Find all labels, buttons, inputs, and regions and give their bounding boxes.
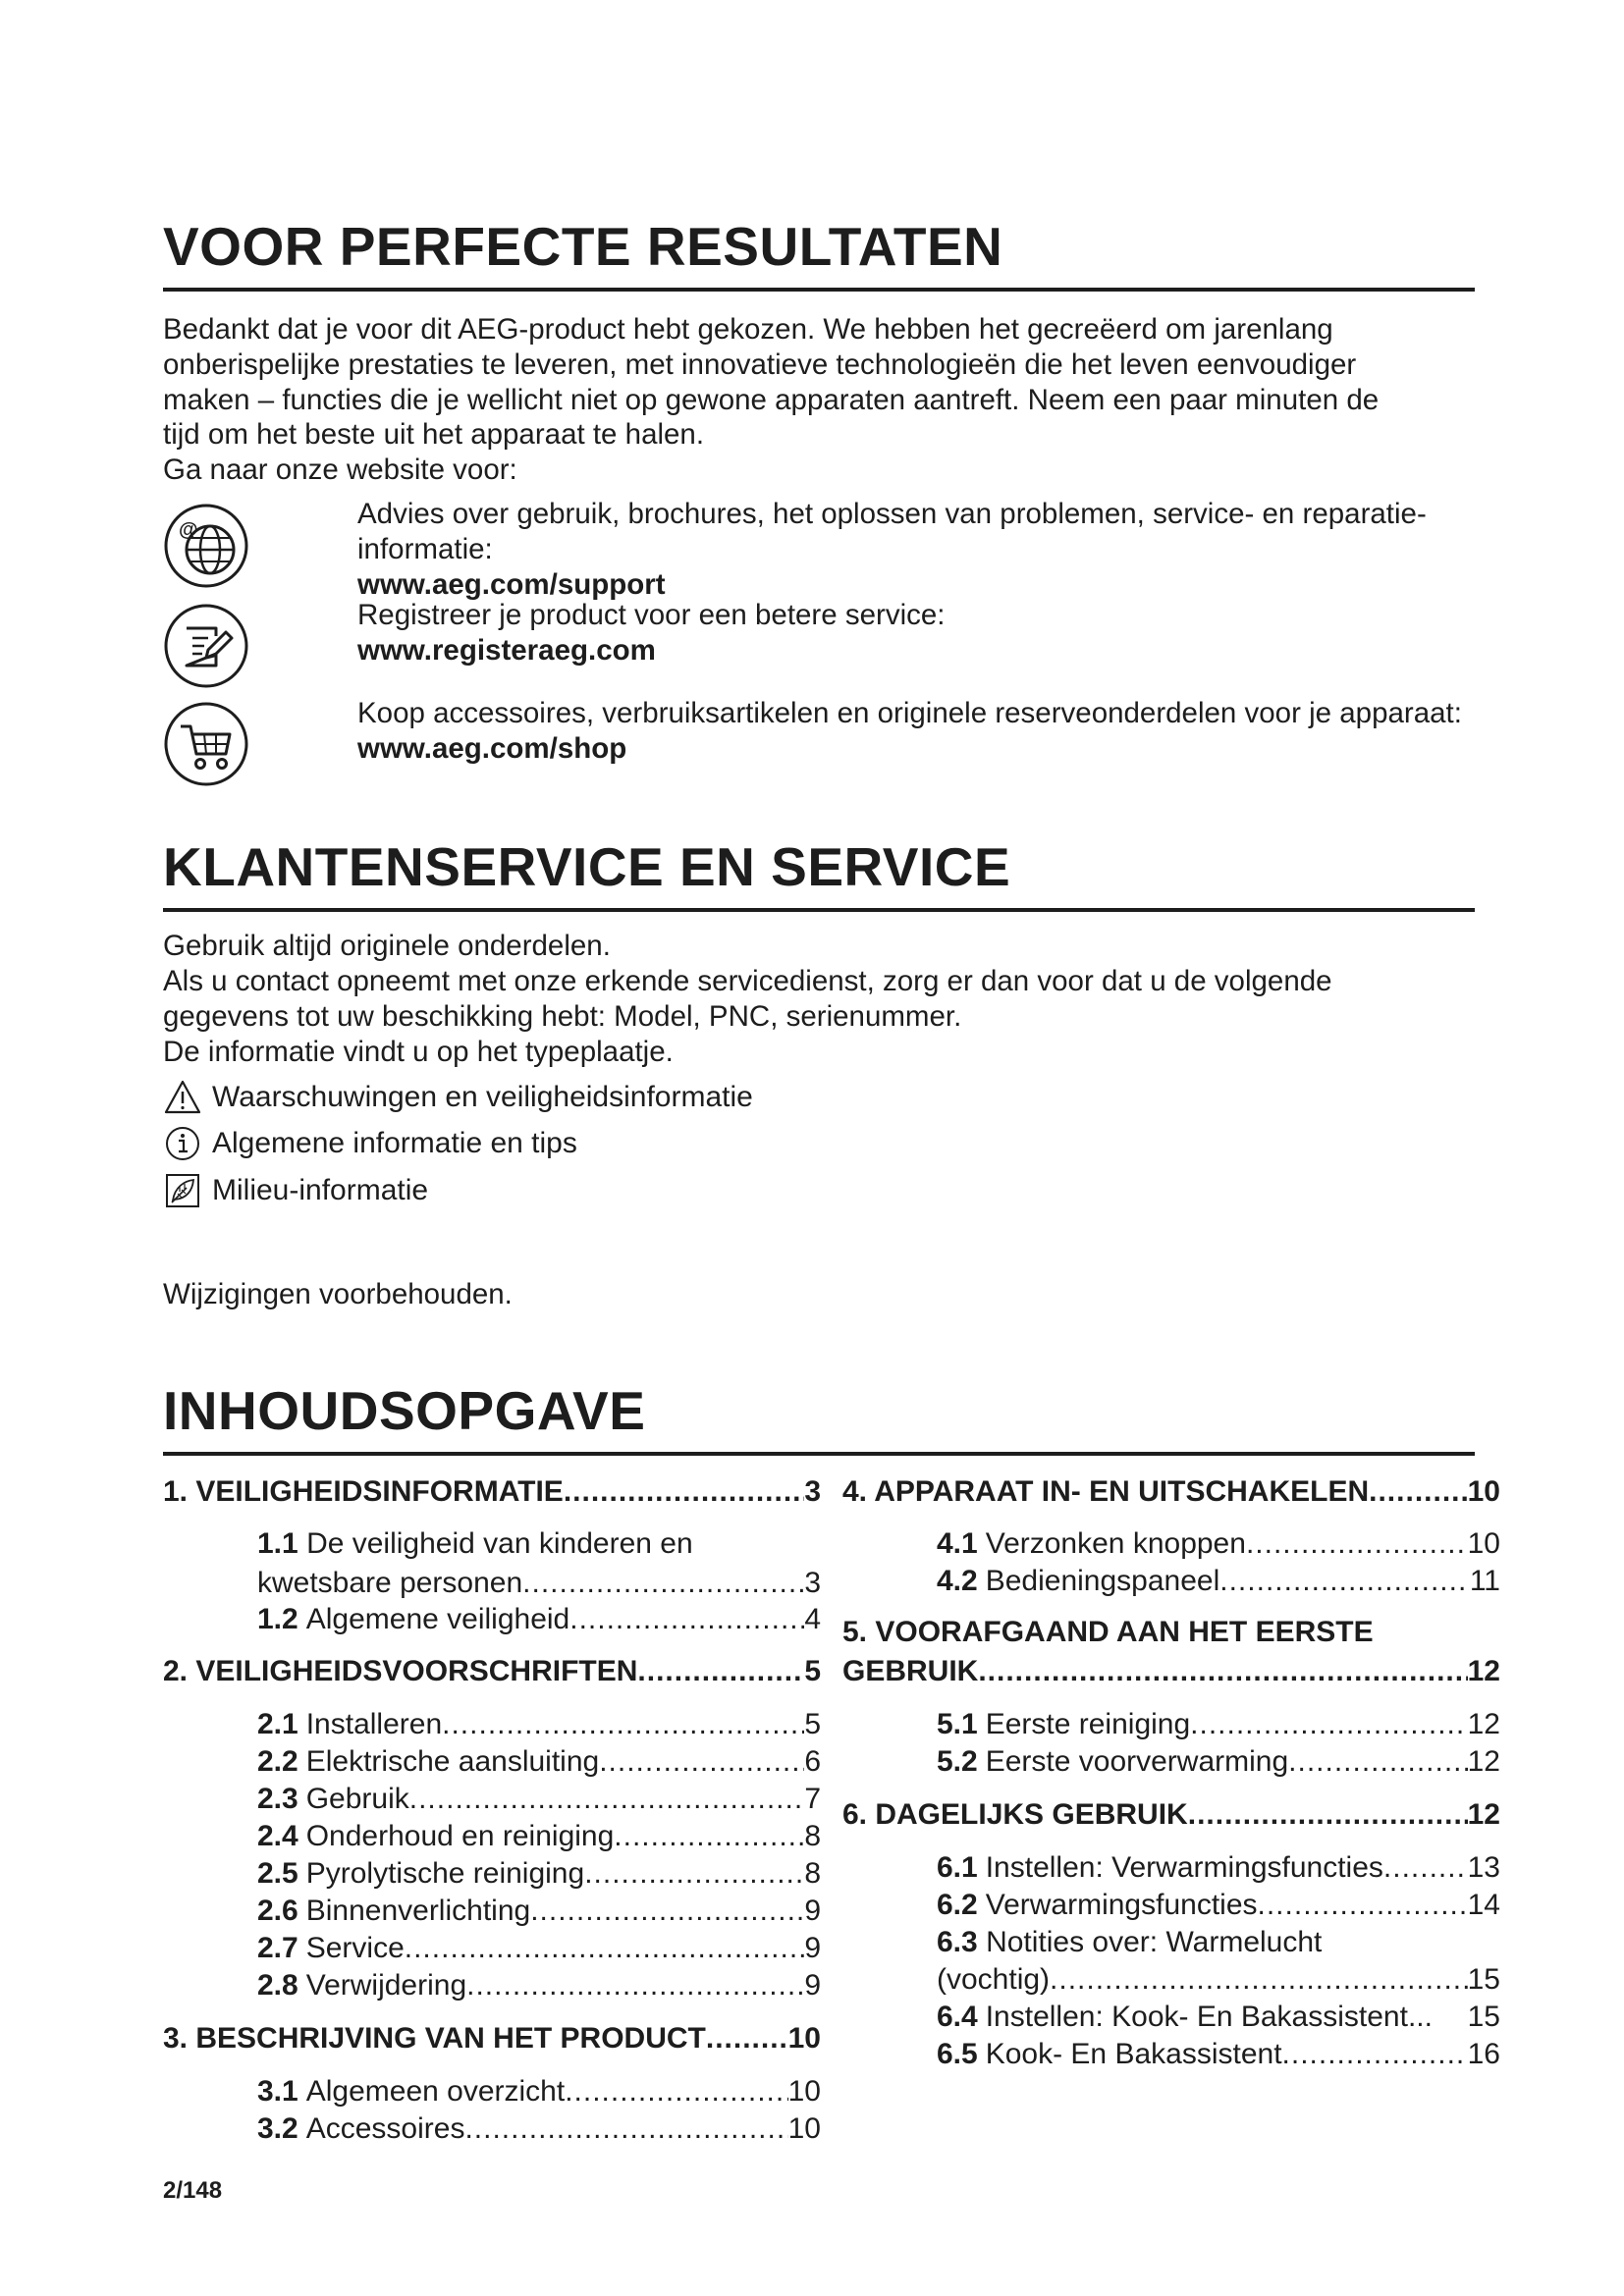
toc-num: 3.2: [257, 2112, 298, 2145]
toc-entry-3-2[interactable]: [257, 2110, 821, 2148]
toc-label: Instellen: Verwarmingsfuncties: [985, 1851, 1383, 1884]
toc-label: Accessoires: [305, 2112, 465, 2145]
register-link[interactable]: www.registeraeg.com: [357, 634, 656, 667]
toc-num: 2.7: [257, 1932, 298, 1964]
toc-label: Installeren: [305, 1708, 443, 1740]
toc-page: 9: [804, 1932, 821, 1964]
toc-label: Eerste reiniging: [985, 1708, 1191, 1740]
toc-num: 2.6: [257, 1895, 298, 1927]
toc-num: 6.3: [937, 1926, 978, 1958]
toc-label: Elektrische aansluiting: [305, 1745, 600, 1778]
legend-warning: [163, 1078, 753, 1117]
legend-label: Algemene informatie en tips: [212, 1127, 577, 1159]
intro-line: tijd om het beste uit het apparaat te halen.: [163, 418, 705, 451]
toc-label: Service: [305, 1932, 405, 1964]
toc-leader: [405, 1930, 805, 1967]
toc-leader: [466, 1967, 804, 2004]
toc-page: 13: [1467, 1851, 1500, 1884]
toc-entry-4-1[interactable]: [937, 1525, 1500, 1563]
web-item-text: Registreer je product voor een betere service:: [357, 599, 946, 631]
toc-leader: [564, 1473, 805, 1511]
toc-page: 8: [804, 1820, 821, 1852]
globe-icon: [163, 503, 249, 589]
toc-page: 3: [804, 1475, 821, 1508]
toc-num: 2.3: [257, 1783, 298, 1815]
toc-leader: [599, 1743, 804, 1781]
toc-label: Kook- En Bakassistent: [985, 2038, 1282, 2070]
toc-entry-2-7[interactable]: [257, 1930, 821, 1967]
toc-page: 15: [1467, 2001, 1500, 2033]
toc-page: 9: [804, 1895, 821, 1927]
intro-line: Bedankt dat je voor dit AEG-product hebt gekozen. We hebben het gecreëerd om jarenlang: [163, 313, 1333, 346]
toc-page: 8: [804, 1857, 821, 1890]
toc-label: Algemeen overzicht: [305, 2075, 566, 2108]
toc-entry-2-8[interactable]: [257, 1967, 821, 2004]
toc-label: Eerste voorverwarming: [985, 1745, 1289, 1778]
toc-num: 2.8: [257, 1969, 298, 2002]
toc-page: 10: [787, 2022, 821, 2055]
toc-page: 4: [804, 1603, 821, 1635]
toc-entry-2-6[interactable]: [257, 1893, 821, 1930]
toc-entry-6-5[interactable]: [937, 2036, 1500, 2073]
toc-num: 6.2: [937, 1889, 978, 1921]
toc-leader: [1219, 1563, 1470, 1600]
toc-leader: [1050, 1961, 1468, 1999]
toc-leader: [1246, 1525, 1468, 1563]
toc-num: 6.5: [937, 2038, 978, 2070]
toc-page: 16: [1467, 2038, 1500, 2070]
toc-label: Onderhoud en reiniging: [305, 1820, 615, 1852]
toc-entry-2-5[interactable]: [257, 1855, 821, 1893]
toc-page: 11: [1469, 1565, 1500, 1597]
legend-info: [163, 1124, 577, 1163]
toc-entry-5[interactable]: [842, 1653, 1500, 1690]
toc-label: (vochtig): [937, 1963, 1051, 1996]
toc-label: Bedieningspaneel: [985, 1565, 1220, 1597]
toc-page: 10: [1467, 1475, 1500, 1508]
toc-num: 1.1: [257, 1527, 298, 1560]
toc-page: 14: [1467, 1889, 1500, 1921]
toc-entry-6-3-line1[interactable]: [937, 1924, 1322, 1961]
toc-num: 5.1: [937, 1708, 978, 1740]
legend-label: Waarschuwingen en veiligheidsinformatie: [212, 1081, 753, 1113]
toc-entry-2-3[interactable]: [257, 1781, 821, 1818]
web-item-register: [357, 598, 1477, 668]
toc-entry-6-2[interactable]: [937, 1887, 1500, 1924]
toc-label: kwetsbare personen: [257, 1567, 523, 1599]
toc-leader: [569, 1601, 804, 1638]
toc-num: 2.5: [257, 1857, 298, 1890]
toc-label: 2. VEILIGHEIDSVOORSCHRIFTEN: [163, 1655, 638, 1687]
toc-page: 10: [787, 2112, 821, 2145]
toc-label: 1. VEILIGHEIDSINFORMATIE: [163, 1475, 564, 1508]
toc-leader: [442, 1706, 804, 1743]
toc-page: 3: [804, 1567, 821, 1599]
toc-label: Binnenverlichting: [305, 1895, 531, 1927]
intro-line: Ga naar onze website voor:: [163, 454, 517, 486]
section-title-perfect-results: VOOR PERFECTE RESULTATEN: [163, 216, 1003, 277]
toc-label: Algemene veiligheid: [305, 1603, 570, 1635]
section-divider: [163, 1452, 1475, 1456]
toc-num: 3.1: [257, 2075, 298, 2108]
toc-entry-6-4[interactable]: [937, 1999, 1500, 2036]
toc-label: 4. APPARAAT IN- EN UITSCHAKELEN: [842, 1475, 1370, 1508]
toc-leader: [464, 2110, 787, 2148]
toc-entry-6-3[interactable]: [937, 1961, 1500, 1999]
toc-leader: [1369, 1473, 1467, 1511]
toc-entry-1-1-line1[interactable]: [257, 1525, 693, 1563]
toc-num: 2.2: [257, 1745, 298, 1778]
toc-page: 12: [1467, 1655, 1500, 1687]
section-title-contents: INHOUDSOPGAVE: [163, 1380, 646, 1441]
legend-environment: [163, 1171, 428, 1210]
toc-page: 6: [804, 1745, 821, 1778]
toc-label: Notities over: Warmelucht: [986, 1926, 1323, 1958]
legend-label: Milieu-informatie: [212, 1174, 429, 1206]
toc-leader: [1258, 1887, 1468, 1924]
toc-entry-5-2[interactable]: [937, 1743, 1500, 1781]
toc-entry-1[interactable]: [163, 1473, 821, 1511]
toc-entry-4-2[interactable]: [937, 1563, 1500, 1600]
service-line: Als u contact opneemt met onze erkende servicedienst, zorg er dan voor dat u de volgende: [163, 965, 1332, 997]
toc-entry-2-4[interactable]: [257, 1818, 821, 1855]
service-line: gegevens tot uw beschikking hebt: Model, PNC, serienummer.: [163, 1000, 962, 1033]
toc-label: Verzonken knoppen: [985, 1527, 1246, 1560]
web-item-shop: [357, 696, 1477, 767]
section-title-customer-service: KLANTENSERVICE EN SERVICE: [163, 836, 1011, 897]
toc-label: Instellen: Kook- En Bakassistent...: [985, 2001, 1433, 2033]
toc-label: Pyrolytische reiniging: [305, 1857, 585, 1890]
toc-num: 6.1: [937, 1851, 978, 1884]
toc-num: 2.4: [257, 1820, 298, 1852]
toc-num: 1.2: [257, 1603, 298, 1635]
toc-leader: [530, 1893, 804, 1930]
intro-line: maken – functies die je wellicht niet op gewone apparaten aantreft. Neem een paar minuten de: [163, 384, 1380, 416]
toc-num: 4.2: [937, 1565, 978, 1597]
section-divider: [163, 908, 1475, 912]
toc-page: 10: [787, 2075, 821, 2108]
toc-entry-3-1[interactable]: [257, 2073, 821, 2110]
toc-leader: [1383, 1849, 1468, 1887]
toc-leader: [637, 1653, 804, 1690]
toc-page: 5: [804, 1708, 821, 1740]
toc-page: 9: [804, 1969, 821, 2002]
toc-label: 6. DAGELIJKS GEBRUIK: [842, 1798, 1188, 1831]
section-divider: [163, 288, 1475, 292]
info-icon: [163, 1124, 202, 1163]
toc-entry-2-2[interactable]: [257, 1743, 821, 1781]
toc-label: Gebruik: [305, 1783, 409, 1815]
toc-entry-6[interactable]: [842, 1796, 1500, 1834]
web-item-text: informatie:: [357, 533, 493, 565]
toc-leader: [584, 1855, 804, 1893]
toc-entry-6-1[interactable]: [937, 1849, 1500, 1887]
toc-entry-1-2[interactable]: [257, 1601, 821, 1638]
toc-page: 12: [1467, 1745, 1500, 1778]
support-link[interactable]: www.aeg.com/support: [357, 568, 666, 601]
register-icon: [163, 603, 249, 689]
toc-num: 2.1: [257, 1708, 298, 1740]
toc-entry-3[interactable]: [163, 2020, 821, 2057]
toc-label: Verwijdering: [305, 1969, 467, 2002]
changes-note: Wijzigingen voorbehouden.: [163, 1278, 513, 1310]
intro-line: onberispelijke prestaties te leveren, met innovatieve technologieën die het leven eenvoudiger: [163, 348, 1357, 381]
toc-label: 3. BESCHRIJVING VAN HET PRODUCT: [163, 2022, 706, 2055]
toc-leader: [522, 1565, 804, 1602]
toc-num: 6.4: [937, 2001, 978, 2033]
toc-entry-2-1[interactable]: [257, 1706, 821, 1743]
toc-entry-4[interactable]: [842, 1473, 1500, 1511]
environment-icon: [163, 1171, 202, 1210]
page-number: 2/148: [163, 2177, 223, 2204]
cart-icon: [163, 701, 249, 787]
toc-entry-5-line1[interactable]: 5. VOORAFGAAND AAN HET EERSTE: [842, 1616, 1374, 1648]
toc-leader: [409, 1781, 805, 1818]
toc-leader: [565, 2073, 787, 2110]
toc-page: 15: [1467, 1963, 1500, 1996]
warning-icon: [163, 1078, 202, 1117]
toc-leader: [1188, 1796, 1468, 1834]
toc-label: De veiligheid van kinderen en: [306, 1527, 693, 1560]
toc-leader: [1288, 1743, 1467, 1781]
service-line: De informatie vindt u op het typeplaatje.: [163, 1036, 674, 1068]
web-item-text: Advies over gebruik, brochures, het oplossen van problemen, service- en reparatie-: [357, 498, 1427, 530]
toc-leader: [978, 1653, 1467, 1690]
web-item-support: [357, 497, 1477, 603]
toc-leader: [1282, 2036, 1468, 2073]
toc-entry-1-1[interactable]: [257, 1565, 821, 1602]
web-item-text: Koop accessoires, verbruiksartikelen en originele reserveonderdelen voor je apparaat:: [357, 697, 1462, 729]
toc-page: 12: [1467, 1708, 1500, 1740]
toc-entry-5-1[interactable]: [937, 1706, 1500, 1743]
toc-num: 4.1: [937, 1527, 978, 1560]
toc-page: 12: [1467, 1798, 1500, 1831]
toc-num: 5.2: [937, 1745, 978, 1778]
toc-leader: [706, 2020, 788, 2057]
toc-entry-2[interactable]: [163, 1653, 821, 1690]
svg-text:@: @: [179, 519, 198, 541]
toc-page: 7: [804, 1783, 821, 1815]
toc-leader: [1190, 1706, 1467, 1743]
toc-page: 5: [804, 1655, 821, 1687]
toc-leader: [614, 1818, 804, 1855]
toc-page: 10: [1467, 1527, 1500, 1560]
toc-label: Verwarmingsfuncties: [985, 1889, 1258, 1921]
shop-link[interactable]: www.aeg.com/shop: [357, 732, 627, 765]
toc-label: GEBRUIK: [842, 1655, 979, 1687]
service-line: Gebruik altijd originele onderdelen.: [163, 930, 611, 962]
